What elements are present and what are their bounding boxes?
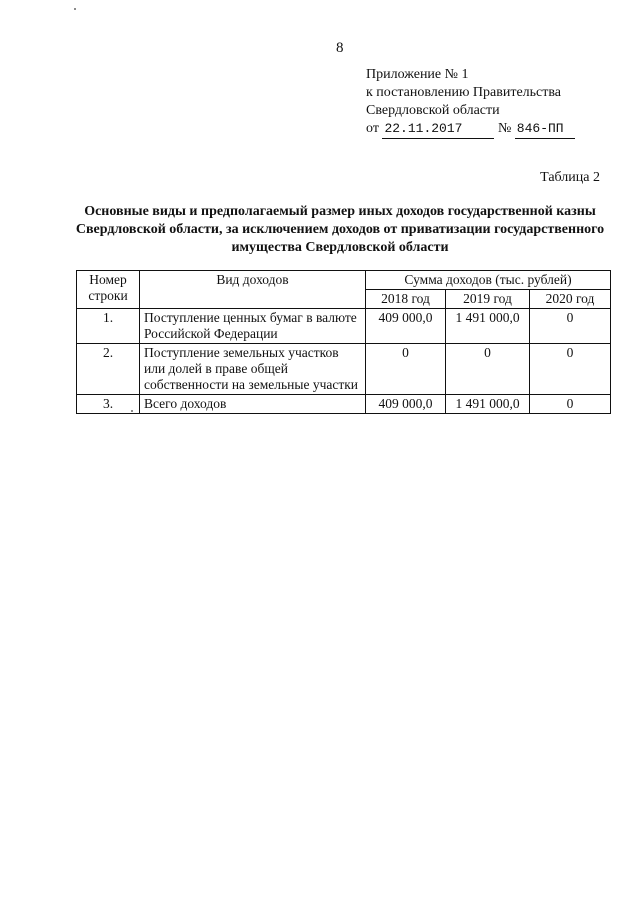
table-row (77, 344, 611, 395)
value-2019-cell: 1 491 000,0 (446, 309, 530, 344)
page-number: 8 (336, 40, 344, 56)
income-type-cell: Поступление земельных участков или долей в праве общей собственности на земельные участки (140, 344, 366, 395)
value-2018-cell: 409 000,0 (366, 309, 446, 344)
appendix-line-3: Свердловской области (366, 103, 500, 118)
value-2020-cell: 0 (530, 309, 611, 344)
table-row (77, 395, 611, 414)
value-2019-cell: 0 (446, 344, 530, 395)
appendix-date-line (366, 120, 575, 139)
income-type-cell: Поступление ценных бумаг в валюте Российской Федерации (140, 309, 366, 344)
resolution-date: 22.11.2017 (382, 120, 494, 139)
income-table (76, 270, 611, 414)
income-type-cell: Всего доходов (140, 395, 366, 414)
header-year-2018: 2018 год (366, 290, 446, 309)
value-2019-cell: 1 491 000,0 (446, 395, 530, 414)
header-row-number: Номер строки (77, 271, 140, 309)
value-2020-cell: 0 (530, 344, 611, 395)
row-number-cell: 2. (77, 344, 140, 395)
table-row (77, 309, 611, 344)
appendix-line-2: к постановлению Правительства (366, 85, 562, 100)
header-year-2020: 2020 год (530, 290, 611, 309)
header-income-type: Вид доходов (140, 271, 366, 309)
row-number-cell: 1. (77, 309, 140, 344)
value-2020-cell: 0 (530, 395, 611, 414)
header-sum-group: Сумма доходов (тыс. рублей) (366, 271, 611, 290)
value-2018-cell: 409 000,0 (366, 395, 446, 414)
table-label: Таблица 2 (540, 170, 600, 185)
number-prefix: № (497, 121, 512, 136)
resolution-number: 846-ПП (515, 120, 575, 139)
row-number-cell: 3. (77, 395, 140, 414)
appendix-block (366, 66, 575, 139)
document-title: Основные виды и предполагаемый размер иных доходов государственной казны Свердловской области, за исключением доходов от приватизации государственного имущества Свердловской области (75, 204, 605, 255)
appendix-line-1: Приложение № 1 (366, 67, 469, 82)
scan-speck (74, 8, 76, 10)
value-2018-cell: 0 (366, 344, 446, 395)
header-year-2019: 2019 год (446, 290, 530, 309)
scan-speck (131, 410, 133, 412)
date-prefix: от (366, 121, 379, 136)
